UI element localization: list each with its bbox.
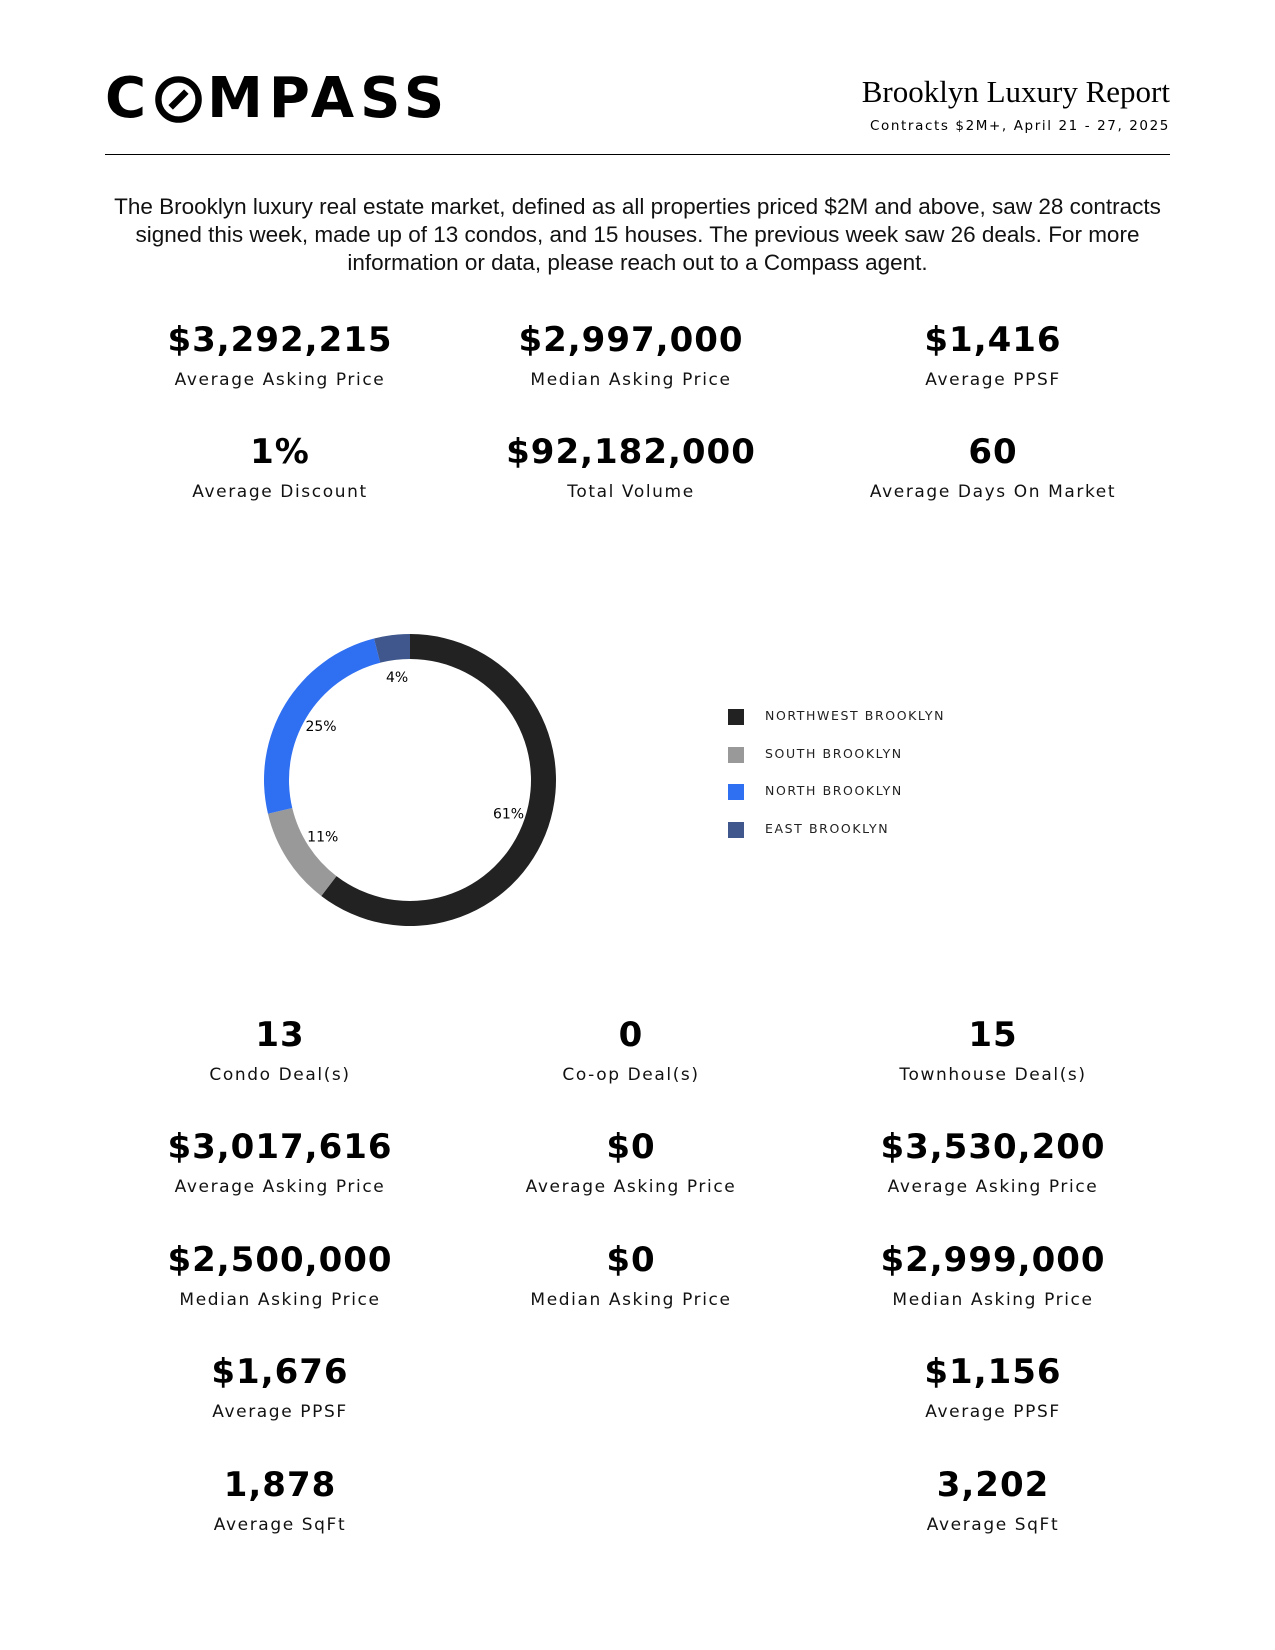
stat-label: Townhouse Deal(s) (899, 1065, 1087, 1085)
stat-label: Average PPSF (925, 370, 1061, 390)
stat-coop-deals (451, 1015, 811, 1085)
stat-label: Average PPSF (925, 1402, 1061, 1422)
stat-townhouse-median-asking-price (813, 1240, 1173, 1310)
stat-label: Average PPSF (212, 1402, 348, 1422)
stat-label: Average Discount (192, 482, 368, 502)
stat-label: Co-op Deal(s) (562, 1065, 700, 1085)
stat-condo-average-asking-price (100, 1127, 460, 1197)
legend-swatch (728, 784, 744, 800)
stat-value: 60 (968, 432, 1018, 472)
stat-condo-average-sqft (100, 1465, 460, 1535)
legend-swatch (728, 822, 744, 838)
donut-data-label: 61% (492, 806, 525, 823)
stat-condo-average-ppsf (100, 1352, 460, 1422)
legend-label: SOUTH BROOKLYN (765, 745, 903, 761)
stat-value: $3,292,215 (167, 320, 393, 360)
stat-label: Median Asking Price (530, 370, 732, 390)
stat-label: Median Asking Price (179, 1290, 381, 1310)
stat-townhouse-average-asking-price (813, 1127, 1173, 1197)
stat-value: $2,500,000 (167, 1240, 393, 1280)
legend-swatch (728, 709, 744, 725)
compass-o-icon (154, 75, 203, 124)
stat-value: $2,997,000 (518, 320, 744, 360)
stat-value: 0 (618, 1015, 644, 1055)
report-header (105, 66, 1170, 152)
stat-average-days-on-market (813, 432, 1173, 502)
stat-average-discount (100, 432, 460, 502)
donut-data-label: 4% (385, 669, 409, 686)
stat-value: $1,416 (924, 320, 1062, 360)
stat-value: 13 (255, 1015, 305, 1055)
donut-slice-south-brooklyn (268, 808, 337, 896)
stat-value: $2,999,000 (880, 1240, 1106, 1280)
stat-value: $3,530,200 (880, 1127, 1106, 1167)
stat-label: Average SqFt (926, 1515, 1060, 1535)
stat-value: $92,182,000 (506, 432, 756, 472)
legend-swatch (728, 747, 744, 763)
stat-label: Average Asking Price (525, 1177, 737, 1197)
stat-value: $0 (606, 1127, 656, 1167)
stat-label: Total Volume (567, 482, 695, 502)
donut-data-label: 25% (305, 719, 337, 736)
intro-paragraph: The Brooklyn luxury real estate market, defined as all properties priced $2M and above, saw 28 contracts signed this week, made up of 13 condos, and 15 houses. The previous week saw 26 deals. For more information or data, please reach out to a Compass agent. (114, 194, 1161, 275)
donut-data-label: 11% (307, 829, 339, 846)
stat-total-volume (451, 432, 811, 502)
stat-average-ppsf (813, 320, 1173, 390)
legend-label: EAST BROOKLYN (765, 820, 890, 836)
stat-label: Median Asking Price (892, 1290, 1094, 1310)
stat-value: 1,878 (223, 1465, 337, 1505)
donut-slice-northwest-brooklyn (321, 634, 556, 926)
legend-label: NORTH BROOKLYN (765, 783, 903, 798)
stat-value: $1,156 (924, 1352, 1062, 1392)
stat-label: Condo Deal(s) (209, 1065, 351, 1085)
stat-value: 3,202 (936, 1465, 1050, 1505)
compass-logo: C MPASS (105, 66, 451, 131)
stat-value: $3,017,616 (167, 1127, 393, 1167)
stat-label: Average SqFt (213, 1515, 347, 1535)
report-subtitle: Contracts $2M+, April 21 - 27, 2025 (869, 118, 1170, 134)
stat-value: $0 (606, 1240, 656, 1280)
stat-value: 1% (250, 432, 310, 472)
stat-coop-median-asking-price (451, 1240, 811, 1310)
stat-label: Average Days On Market (869, 482, 1117, 502)
stat-condo-deals (100, 1015, 460, 1085)
donut-svg (250, 620, 570, 940)
stat-townhouse-deals (813, 1015, 1173, 1085)
stat-value: $1,676 (211, 1352, 349, 1392)
region-donut-chart (250, 620, 570, 940)
stat-label: Average Asking Price (174, 370, 386, 390)
stat-value: 15 (968, 1015, 1018, 1055)
header-divider (105, 154, 1170, 155)
legend-label: NORTHWEST BROOKLYN (765, 708, 946, 723)
stat-townhouse-average-ppsf (813, 1352, 1173, 1422)
report-title: Brooklyn Luxury Report (861, 74, 1170, 109)
stat-label: Median Asking Price (530, 1290, 732, 1310)
donut-slice-east-brooklyn (374, 634, 410, 663)
stat-townhouse-average-sqft (813, 1465, 1173, 1535)
stat-label: Average Asking Price (174, 1177, 386, 1197)
stat-label: Average Asking Price (887, 1177, 1099, 1197)
stat-coop-average-asking-price (451, 1127, 811, 1197)
stat-median-asking-price (451, 320, 811, 390)
stat-condo-median-asking-price (100, 1240, 460, 1310)
stat-average-asking-price (100, 320, 460, 390)
